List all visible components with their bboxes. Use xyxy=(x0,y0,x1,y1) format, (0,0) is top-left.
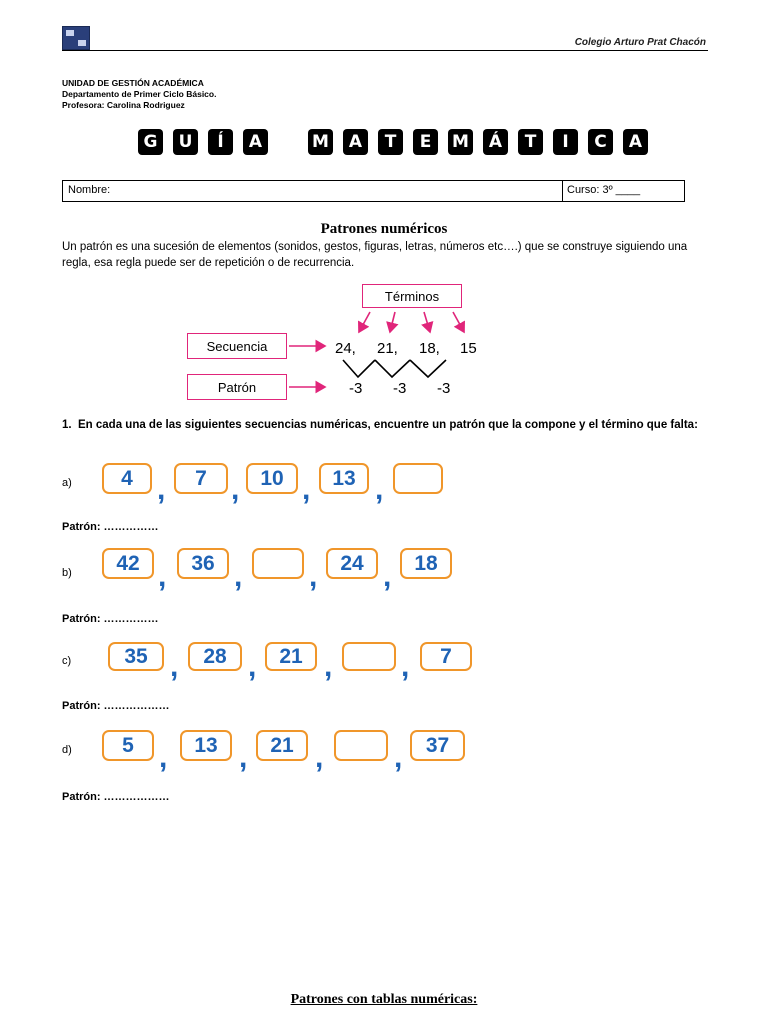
terminos-box: Términos xyxy=(362,284,462,308)
footer-heading: Patrones con tablas numéricas: xyxy=(290,992,478,1007)
comma: , xyxy=(158,560,167,593)
difference-value: -3 xyxy=(437,380,451,397)
comma: , xyxy=(302,473,311,506)
curso-field[interactable]: Curso: 3º ____ xyxy=(567,184,641,196)
section-heading: Patrones numéricos xyxy=(320,221,448,237)
title-letter: U xyxy=(173,129,198,155)
title-letter: A xyxy=(243,129,268,155)
unit-line-2: Departamento de Primer Ciclo Básico. xyxy=(62,89,217,99)
answer-box[interactable] xyxy=(334,730,388,761)
title-letter: E xyxy=(413,129,438,155)
answer-box[interactable] xyxy=(393,463,443,494)
sequence-term: 24, xyxy=(335,340,356,357)
exercise-label-a: a) xyxy=(62,477,72,489)
term-box: 10 xyxy=(246,463,298,494)
term-box: 7 xyxy=(420,642,472,671)
comma: , xyxy=(375,473,384,506)
answer-box[interactable] xyxy=(342,642,396,671)
school-name: Colegio Arturo Prat Chacón xyxy=(574,37,706,48)
unit-line-3: Profesora: Carolina Rodriguez xyxy=(62,100,185,110)
title-letter: Á xyxy=(483,129,508,155)
patron-answer-b[interactable]: Patrón: …………… xyxy=(62,613,159,625)
comma: , xyxy=(394,741,403,774)
term-box: 4 xyxy=(102,463,152,494)
title-letter: C xyxy=(588,129,613,155)
title-letter: T xyxy=(378,129,403,155)
term-box: 13 xyxy=(180,730,232,761)
patron-answer-c[interactable]: Patrón: ……………… xyxy=(62,700,170,712)
diagram-arrows xyxy=(0,0,768,420)
comma: , xyxy=(170,650,179,683)
comma: , xyxy=(159,741,168,774)
patron-box: Patrón xyxy=(187,374,287,400)
comma: , xyxy=(248,650,257,683)
title-letter: G xyxy=(138,129,163,155)
sequence-term: 18, xyxy=(419,340,440,357)
term-box: 36 xyxy=(177,548,229,579)
patron-answer-d[interactable]: Patrón: ……………… xyxy=(62,791,170,803)
title-letter: M xyxy=(308,129,333,155)
term-box: 21 xyxy=(265,642,317,671)
comma: , xyxy=(315,741,324,774)
term-box: 5 xyxy=(102,730,154,761)
difference-value: -3 xyxy=(393,380,407,397)
term-box: 24 xyxy=(326,548,378,579)
question-text: En cada una de las siguientes secuencias numéricas, encuentre un patrón que la compone y el término que falta: xyxy=(78,419,698,431)
sequence-term: 21, xyxy=(377,340,398,357)
title-letter: Í xyxy=(208,129,233,155)
term-box: 37 xyxy=(410,730,465,761)
unit-line-1: UNIDAD DE GESTIÓN ACADÉMICA xyxy=(62,78,204,88)
sequence-term: 15 xyxy=(460,340,477,357)
comma: , xyxy=(231,473,240,506)
term-box: 18 xyxy=(400,548,452,579)
comma: , xyxy=(157,473,166,506)
term-box: 21 xyxy=(256,730,308,761)
term-box: 7 xyxy=(174,463,228,494)
title-letter: I xyxy=(553,129,578,155)
term-box: 35 xyxy=(108,642,164,671)
comma: , xyxy=(383,560,392,593)
comma: , xyxy=(401,650,410,683)
title-letter: T xyxy=(518,129,543,155)
title-letter: A xyxy=(343,129,368,155)
term-box: 42 xyxy=(102,548,154,579)
exercise-label-b: b) xyxy=(62,567,72,579)
exercise-label-d: d) xyxy=(62,744,72,756)
secuencia-box: Secuencia xyxy=(187,333,287,359)
term-box: 28 xyxy=(188,642,242,671)
title-letter: A xyxy=(623,129,648,155)
patron-answer-a[interactable]: Patrón: …………… xyxy=(62,521,159,533)
exercise-label-c: c) xyxy=(62,655,72,667)
comma: , xyxy=(324,650,333,683)
question-1 xyxy=(62,417,708,433)
answer-box[interactable] xyxy=(252,548,304,579)
intro-paragraph: Un patrón es una sucesión de elementos (sonidos, gestos, figuras, letras, números etc….) que se construye siguiendo una regla, esa regla puede ser de repetición o de recurrencia. xyxy=(62,241,688,269)
title-letter: M xyxy=(448,129,473,155)
nombre-field[interactable]: Nombre: xyxy=(68,184,111,196)
question-number: 1. xyxy=(62,419,72,431)
comma: , xyxy=(234,560,243,593)
term-box: 13 xyxy=(319,463,369,494)
difference-value: -3 xyxy=(349,380,363,397)
comma: , xyxy=(309,560,318,593)
comma: , xyxy=(239,741,248,774)
